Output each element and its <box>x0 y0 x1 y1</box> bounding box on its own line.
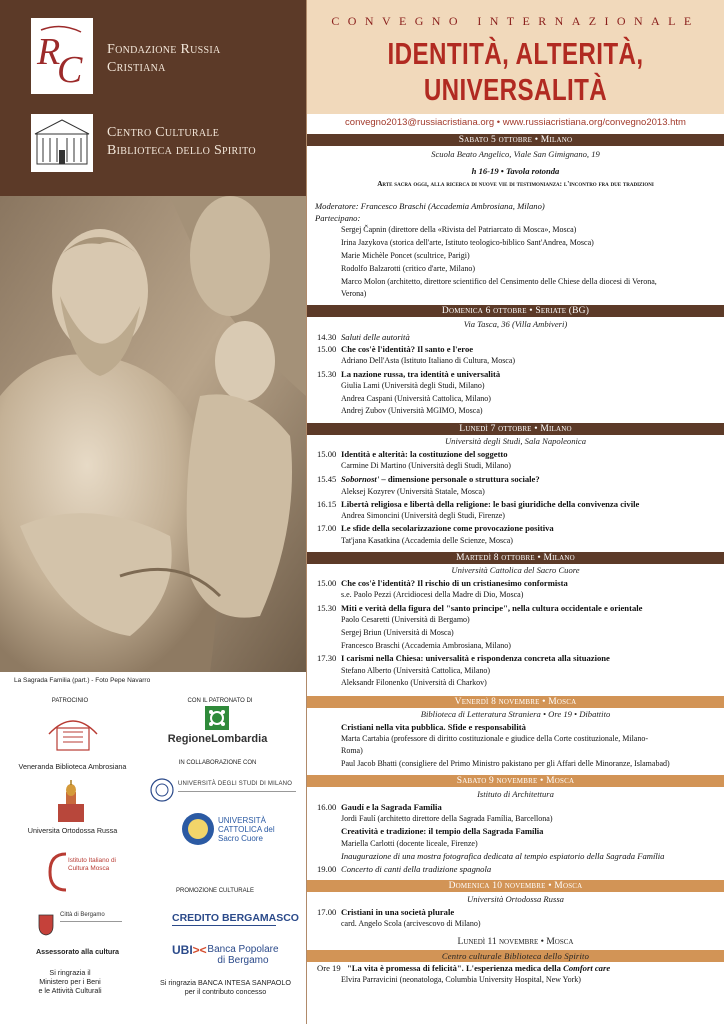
event-time: 17.30 <box>317 653 337 663</box>
assessorato-name: Assessorato alla cultura <box>35 947 120 956</box>
event-title: Identità e alterità: la costituzione del soggetto <box>341 449 508 459</box>
istituto-cultura-icon <box>48 852 70 892</box>
svg-text:R: R <box>37 31 61 73</box>
day2-bar: Domenica 6 ottobre • Seriate (BG) <box>307 305 724 317</box>
day6-location: Istituto di Architettura <box>477 789 554 799</box>
day7-bar: Domenica 10 novembre • Mosca <box>307 880 724 892</box>
sculpture-image <box>0 196 306 672</box>
event-title: Saluti delle autorità <box>341 332 410 342</box>
cattolica-name: UNIVERSITÀ CATTOLICA del Sacro Cuore <box>218 816 275 843</box>
event-time: 19.00 <box>317 864 337 874</box>
building-icon <box>31 114 93 172</box>
day3-bar: Lunedì 7 ottobre • Milano <box>307 423 724 435</box>
patrocinio-label: PATROCINIO <box>51 698 89 704</box>
speaker: Aleksandr Filonenko (Università di Charkov) <box>341 678 487 687</box>
event-time: 16.15 <box>317 499 337 509</box>
event-title: Che cos'è l'identità? Il rischio di un cristianesimo conformista <box>341 578 568 588</box>
event-time: Ore 19 <box>317 963 341 973</box>
speaker-cont: Roma) <box>341 746 363 755</box>
thanks-ministero <box>10 968 130 995</box>
veneranda-name: Veneranda Biblioteca Ambrosiana <box>18 762 127 771</box>
event-title: Le sfide della secolarizzazione come provocazione positiva <box>341 523 554 533</box>
photo-caption: La Sagrada Familia (part.) - Foto Pepe Navarro <box>14 677 151 684</box>
rc-logo-icon <box>31 18 93 94</box>
event-time: 15.00 <box>317 578 337 588</box>
istituto-name: Istituto Italiano di Cultura Mosca <box>68 857 116 872</box>
day2-location: Via Tasca, 36 (Villa Ambiveri) <box>463 319 568 329</box>
day8-bar: Centro culturale Biblioteca dello Spirito <box>307 950 724 962</box>
header-panel <box>0 0 306 196</box>
event-title: La nazione russa, tra identità e universalità <box>341 369 501 379</box>
speaker: Andrej Zubov (Università MGIMO, Mosca) <box>341 406 483 415</box>
sagrada-familia-photo <box>0 196 306 672</box>
speaker: Aleksej Kozyrev (Università Statale, Mosca) <box>341 487 485 496</box>
day4-bar: Martedì 8 ottobre • Milano <box>307 552 724 564</box>
day1-time: h 16-19 • Tavola rotonda <box>471 166 560 176</box>
speaker: Elvira Parravicini (neonatologa, Columbia University Hospital, New York) <box>341 975 581 984</box>
day1-theme: Arte sacra oggi, alla ricerca di nuove vie di testimonianza: l'incontro fra due tradizioni <box>377 180 654 188</box>
day1-participant: Marco Molon (architetto, direttore scientifico del Censimento delle Chiese della diocesi di Verona, <box>341 277 657 286</box>
left-column <box>0 0 306 1024</box>
speaker: Jordi Faulí (architetto direttore della Sagrada Família, Barcellona) <box>341 814 553 823</box>
patronato-label: CON IL PATRONATO DI <box>187 698 253 704</box>
event-title-italic: Comfort care <box>563 963 611 973</box>
day1-participant: Rodolfo Balzarotti (critico d'arte, Milano) <box>341 264 476 273</box>
credito-line <box>172 925 276 926</box>
org1-line2: Cristiana <box>107 60 166 75</box>
speaker: Francesco Braschi (Accademia Ambrosiana, Milano) <box>341 641 511 650</box>
org1-line1: Fondazione Russia <box>107 42 221 57</box>
event-title-italic: Sobornost' <box>341 474 380 484</box>
day4-location: Università Cattolica del Sacro Cuore <box>451 565 580 575</box>
program-column <box>307 0 724 1024</box>
event-title: I carismi nella Chiesa: universalità e rispondenza concreta alla situazione <box>341 653 610 663</box>
thanks1-line2: Ministero per i Beni <box>39 977 101 986</box>
thanks2-line2: per il contributo concesso <box>184 987 267 996</box>
credito-bergamasco-name: CREDITO BERGAMASCO <box>172 912 299 924</box>
event-note: Inaugurazione di una mostra fotografica dedicata al tempio espiatorio della Sagrada Família <box>341 851 665 861</box>
day1-participant: Marie Michèle Poncet (scultrice, Parigi) <box>341 251 470 260</box>
ubi-text: UBI <box>172 943 193 957</box>
org2-line1: Centro Culturale <box>107 125 220 140</box>
regione-lombardia-icon <box>205 706 229 730</box>
ortodossa-church-icon <box>54 780 88 824</box>
event-time: 15.45 <box>317 474 337 484</box>
event-title: Concerto di canti della tradizione spagnola <box>341 864 492 874</box>
speaker: Paolo Cesaretti (Università di Bergamo) <box>341 615 470 624</box>
event-title: Cristiani nella vita pubblica. Sfide e responsabilità <box>341 722 526 732</box>
speaker: Tat'jana Kasatkina (Accademia delle Scienze, Mosca) <box>341 536 513 545</box>
unimi-name: UNIVERSITÀ DEGLI STUDI DI MILANO <box>178 781 293 787</box>
regione-lombardia-name: RegioneLombardia <box>167 733 268 745</box>
org2-line2: Biblioteca dello Spirito <box>107 143 256 158</box>
bergamo-crest-icon <box>38 912 54 936</box>
day1-moderatore: Moderatore: Francesco Braschi (Accademia Ambrosiana, Milano) <box>315 201 545 211</box>
speaker: Mariella Carlotti (docente liceale, Firenze) <box>341 839 478 848</box>
thanks1-line1: Si ringrazia il <box>49 968 91 977</box>
day1-participant: Sergej Čapnin (direttore della «Rivista del Patriarcato di Mosca», Mosca) <box>341 225 577 234</box>
title-line2: UNIVERSALITÀ <box>423 72 608 107</box>
thanks1-line3: e le Attività Culturali <box>38 986 102 995</box>
event-title: Cristiani in una società plurale <box>341 907 455 917</box>
org2-name <box>107 124 256 160</box>
contact-links[interactable]: convegno2013@russiacristiana.org • www.russiacristiana.org/convegno2013.htm <box>345 117 686 128</box>
event-title: Gaudí e la Sagrada Família <box>341 802 442 812</box>
ubi-logo <box>172 943 207 957</box>
day1-bar: Sabato 5 ottobre • Milano <box>307 134 724 146</box>
collaborazione-label: IN COLLABORAZIONE CON <box>178 760 257 766</box>
event-time: 14.30 <box>317 332 337 342</box>
speaker: Andrea Simoncini (Università degli Studi, Firenze) <box>341 511 505 520</box>
day1-partecipano: Partecipano: <box>315 213 361 223</box>
speaker: Carmine Di Martino (Università degli Studi, Milano) <box>341 461 511 470</box>
promozione-label: PROMOZIONE CULTURALE <box>176 888 254 894</box>
event-time: 15.30 <box>317 369 337 379</box>
bpb-name: Banca Popolare di Bergamo <box>207 944 279 966</box>
event-title: Libertà religiosa e libertà della religione: le basi giuridiche della convivenza civile <box>341 499 640 509</box>
ubi-chevron-icon: >< <box>192 943 207 957</box>
event-title: Creatività e tradizione: il tempio della Sagrada Família <box>341 826 544 836</box>
event-title-rest: . L'esperienza medica della <box>461 963 564 973</box>
speaker: Stefano Alberto (Università Cattolica, Milano) <box>341 666 491 675</box>
day7-location: Università Ortodossa Russa <box>467 894 564 904</box>
speaker: Marta Cartabia (professore di diritto costituzionale e giudice della Corte costituzionale, Milano- <box>341 734 649 743</box>
day5-bar: Venerdì 8 novembre • Mosca <box>307 696 724 708</box>
title-box <box>307 0 724 114</box>
event-title: Che cos'è l'identità? Il santo e l'eroe <box>341 344 474 354</box>
day1-location: Scuola Beato Angelico, Viale San Gimignano, 19 <box>431 149 600 159</box>
citta-line <box>60 921 122 922</box>
event-time: 17.00 <box>317 523 337 533</box>
speaker: Giulia Lami (Università degli Studi, Milano) <box>341 381 485 390</box>
day1-participant-cont: Verona) <box>341 289 367 298</box>
speaker: Adriano Dell'Asta (Istituto Italiano di Cultura, Mosca) <box>341 356 516 365</box>
event-title: Miti e verità della figura del "santo principe", nella cultura occidentale e orientale <box>341 603 643 613</box>
event-title: "La vita è promessa di felicità" <box>347 963 462 973</box>
ambrosiana-logo-icon <box>45 712 101 756</box>
speaker: Sergej Briun (Università di Mosca) <box>341 628 454 637</box>
day8-title: Lunedì 11 novembre • Mosca <box>457 937 574 947</box>
thanks-intesa <box>148 978 303 996</box>
unimi-line <box>178 791 296 792</box>
citta-bergamo-name: Città di Bergamo <box>60 912 105 918</box>
rc-logo <box>31 18 93 94</box>
event-time: 15.30 <box>317 603 337 613</box>
event-time: 17.00 <box>317 907 337 917</box>
speaker: Andrea Caspani (Università Cattolica, Milano) <box>341 394 491 403</box>
event-time: 15.00 <box>317 344 337 354</box>
thanks2-line1: Si ringrazia BANCA INTESA SANPAOLO <box>160 978 291 987</box>
event-time: 16.00 <box>317 802 337 812</box>
convegno-label: CONVEGNO INTERNAZIONALE <box>331 14 700 28</box>
day6-bar: Sabato 9 novembre • Mosca <box>307 775 724 787</box>
svg-text:C: C <box>57 49 83 91</box>
day1-participant: Irina Jazykova (storica dell'arte, Istituto teologico-biblico Sant'Andrea, Mosca) <box>341 238 594 247</box>
unimi-seal-icon <box>150 778 174 802</box>
speaker: Paul Jacob Bhatti (consigliere del Primo Ministro pakistano per gli Affari delle Minoranze, Islamabad) <box>341 759 670 768</box>
ortodossa-name: Universita Ortodossa Russa <box>27 826 118 835</box>
day5-location: Biblioteca di Letteratura Straniera • Ore 19 • Dibattito <box>420 709 611 719</box>
day3-location: Università degli Studi, Sala Napoleonica <box>444 436 587 446</box>
speaker: card. Angelo Scola (arcivescovo di Milano) <box>341 919 481 928</box>
org1-name <box>107 41 221 77</box>
cattolica-seal-icon <box>181 812 215 846</box>
event-time: 15.00 <box>317 449 337 459</box>
event-title: – dimensione personale o struttura sociale? <box>379 474 540 484</box>
library-building-logo <box>31 114 93 172</box>
title-line1: IDENTITÀ, ALTERITÀ, <box>387 36 644 71</box>
speaker: s.e. Paolo Pezzi (Arcidiocesi della Madre di Dio, Mosca) <box>341 590 524 599</box>
